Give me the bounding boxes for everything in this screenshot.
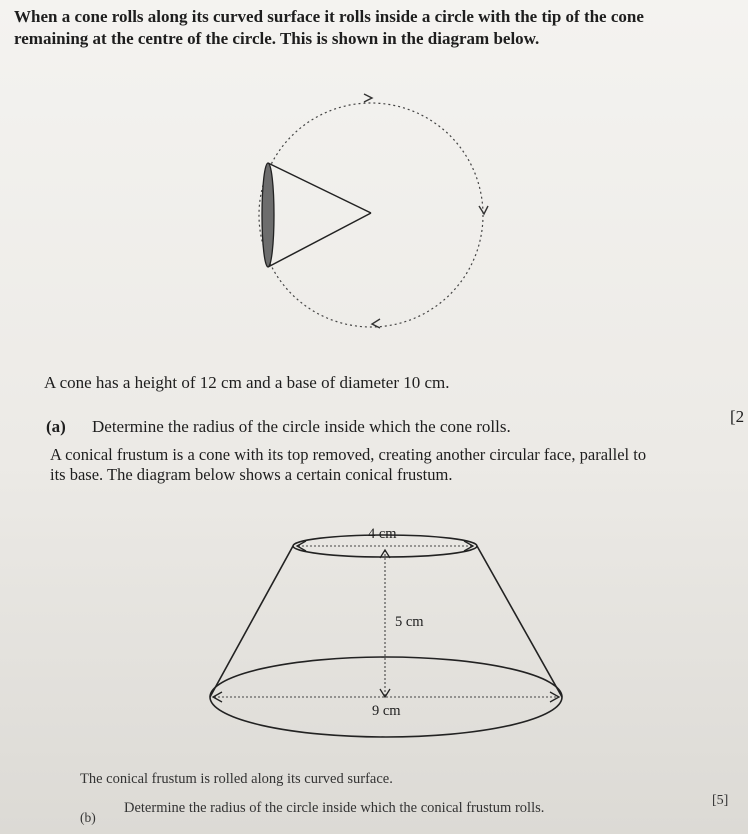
path-arrow-top: [364, 94, 372, 102]
frustum-rolled-statement: The conical frustum is rolled along its curved surface.: [80, 771, 393, 787]
cone-dimensions-statement: A cone has a height of 12 cm and a base of diameter 10 cm.: [44, 373, 450, 392]
question-b-label: (b): [80, 810, 96, 825]
frustum-height-label: 5 cm: [395, 614, 424, 630]
frustum-bottom-diameter-label: 9 cm: [372, 703, 401, 719]
intro-line-2: remaining at the centre of the circle. This is shown in the diagram below.: [14, 29, 540, 48]
frustum-definition-line-2: its base. The diagram below shows a certain conical frustum.: [50, 465, 453, 484]
frustum-definition: [50, 445, 646, 485]
frustum-top-diameter-label: 4 cm: [368, 526, 397, 542]
rolling-cone-diagram: [259, 94, 488, 328]
frustum-side-left: [210, 546, 293, 697]
path-arrow-right: [479, 206, 488, 214]
question-b-marks: [5]: [712, 793, 729, 808]
rolling-path-circle: [259, 103, 483, 327]
question-a-text: Determine the radius of the circle inside which the cone rolls.: [92, 417, 511, 436]
question-a-marks: [2: [730, 407, 745, 426]
cone-base-ellipse: [262, 163, 274, 267]
cone-slant-bottom: [268, 213, 371, 267]
cone-slant-top: [268, 163, 371, 213]
intro-line-1: When a cone rolls along its curved surface it rolls inside a circle with the tip of the cone: [14, 7, 644, 26]
question-a-label: (a): [46, 417, 66, 436]
question-b-text: Determine the radius of the circle inside which the conical frustum rolls.: [124, 800, 545, 816]
frustum-side-right: [477, 546, 562, 697]
path-arrow-bottom: [372, 319, 380, 328]
frustum-definition-line-1: A conical frustum is a cone with its top removed, creating another circular face, parallel to: [50, 445, 647, 464]
